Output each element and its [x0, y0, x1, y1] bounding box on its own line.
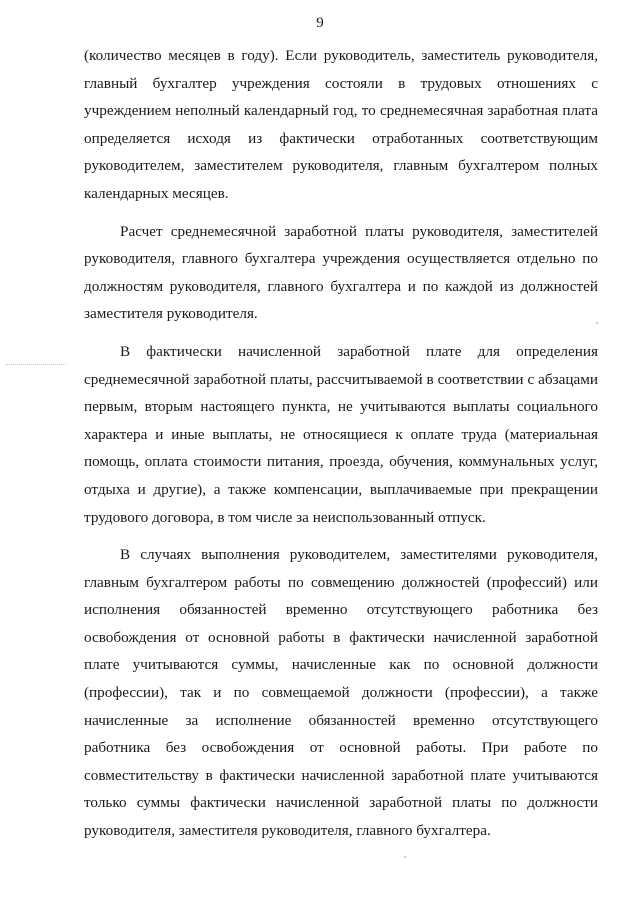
- paragraph-2: Расчет среднемесячной заработной платы руководителя, заместителей руководителя, главного бухгалтера учреждения осуществляется отдельно по должностям руководителя, главного бухгалтера и по каждой из должностей заместителя руководителя.: [84, 222, 598, 323]
- scan-speck: [404, 856, 406, 858]
- paragraph-4: В случаях выполнения руководителем, заместителями руководителя, главным бухгалтером работы по совмещению должностей (профессий) или исполнения обязанностей временно отсутствующего работника без освобождения от основной работы в фактически начисленной заработной плате учитываются суммы, начисленные как по основной должности (профессии), так и по совмещаемой должности (профессии), а также начисленные за исполнение обязанностей временно отсутствующего работника без освобождения от основной работы. При работе по совместительству в фактически начисленной заработной плате учитываются только суммы фактически начисленной заработной платы по должности руководителя, заместителя руководителя, главного бухгалтера.: [84, 546, 598, 840]
- scan-margin-dots: [6, 364, 66, 367]
- paragraph-1: (количество месяцев в году). Если руководитель, заместитель руководителя, главный бухгалтер учреждения состояли в трудовых отношениях с учреждением неполный календарный год, то среднемесячная заработная плата определяется исходя из фактически отработанных соответствующим руководителем, заместителем руководителя, главным бухгалтером полных календарных месяцев.: [84, 47, 598, 202]
- document-body: [84, 42, 598, 845]
- page-number: 9: [316, 15, 324, 31]
- paragraph-3: В фактически начисленной заработной плате для определения среднемесячной заработной платы, рассчитываемой в соответствии с абзацами первым, вторым настоящего пункта, не учитываются выплаты социального характера и иные выплаты, не относящиеся к оплате труда (материальная помощь, оплата стоимости питания, проезда, обучения, коммунальных услуг, отдыха и другие), а также компенсации, выплачиваемые при прекращении трудового договора, в том числе за неиспользованный отпуск.: [84, 342, 598, 526]
